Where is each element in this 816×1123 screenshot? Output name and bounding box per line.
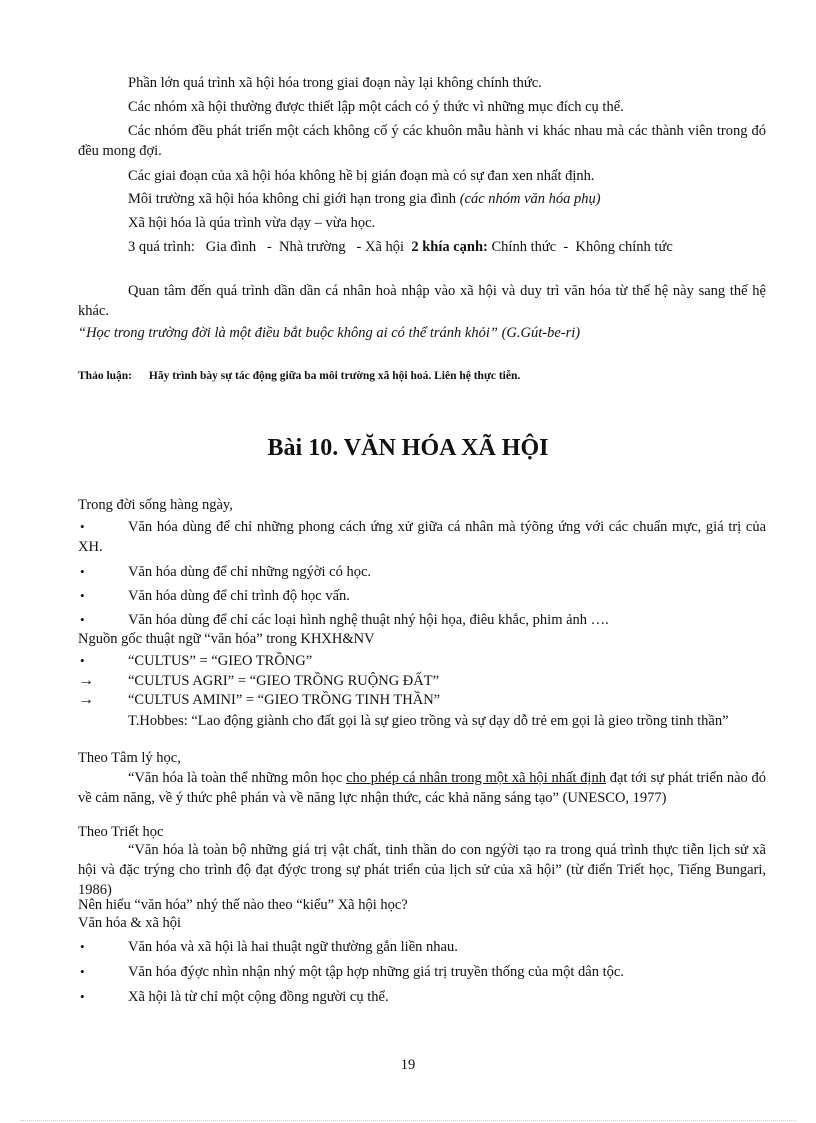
- psych-quote-start: “Văn hóa là toàn thể những môn học: [128, 770, 347, 786]
- discussion: [78, 366, 520, 386]
- quote-gutberi: “Học trong trường đời là một điều bắt buộc không ai có thể tránh khỏi” (G.Gút-be-ri): [78, 325, 581, 341]
- paragraph-8: Quan tâm đến quá trình dần dần cá nhân hoà nhập vào xã hội và duy trì văn hóa từ thế hệ này sang thế hệ khác.: [78, 283, 766, 319]
- arrow-right-icon: →: [78, 672, 94, 689]
- bullet-1: Văn hóa dùng để chỉ những phong cách ứng xử giữa cá nhân mà týõng ứng với các chuẩn mực, giá trị của XH.: [78, 519, 766, 555]
- intro: Trong đời sống hàng ngày,: [78, 497, 233, 513]
- origin-heading: Nguồn gốc thuật ngữ “văn hóa” trong KHXH&NV: [78, 631, 375, 647]
- psych-quote-underlined: cho phép cá nhân trong một xã hội nhất định: [346, 770, 606, 786]
- origin-item-2: “CULTUS AGRI” = “GIEO TRỒNG RUỘNG ĐẤT”: [128, 673, 440, 689]
- bullet-6: Văn hóa đýợc nhìn nhận nhý một tập hợp những giá trị truyền thống của một dân tộc.: [128, 964, 624, 980]
- bullet-2: Văn hóa dùng để chỉ những ngýời có học.: [128, 564, 372, 580]
- bullet-4: Văn hóa dùng để chỉ các loại hình nghệ thuật nhý hội họa, điêu khắc, phim ảnh ….: [128, 612, 609, 628]
- phil-heading: Theo Triết học: [78, 824, 164, 840]
- discussion-text: Hãy trình bày sự tác động giữa ba môi trường xã hội hoá. Liên hệ thực tiễn.: [148, 370, 521, 382]
- bullet-7: Xã hội là từ chỉ một cộng đồng người cụ thể.: [128, 989, 389, 1005]
- bullet-icon: •: [80, 588, 85, 603]
- culture-society-heading: Văn hóa & xã hội: [78, 915, 182, 931]
- three-processes: 3 quá trình: Gia đình - Nhà trường - Xã hội: [128, 239, 405, 255]
- paragraph-3: Các nhóm đều phát triển một cách không cố ý các khuôn mẫu hành vi khác nhau mà các thành viên trong đó đều mong đợi.: [78, 123, 766, 159]
- bullet-icon: •: [80, 653, 85, 668]
- page-bottom-divider: [20, 1120, 796, 1121]
- paragraph-5-text: Môi trường xã hội hóa không chỉ giới hạn trong gia đình: [128, 191, 457, 207]
- origin-item-1: “CULTUS” = “GIEO TRỒNG”: [128, 653, 313, 669]
- paragraph-7: [78, 237, 766, 257]
- bullet-icon: •: [80, 939, 85, 954]
- bullet-3: Văn hóa dùng để chỉ trình độ học vấn.: [128, 588, 350, 604]
- paragraph-2: Các nhóm xã hội thường được thiết lập một cách có ý thức vì những mục đích cụ thể.: [128, 99, 624, 115]
- psych-quote-end: đạt tới sự phát triển nào đó về cảm năng, về ý thức phê phán và về năng lực nhận thức, các khả năng sáng tạo” (UNESCO, 1977): [78, 770, 766, 806]
- question: Nên hiểu “văn hóa” nhý thế nào theo “kiểu” Xã hội học?: [78, 897, 408, 913]
- psych-quote: [78, 768, 766, 808]
- paragraph-1: Phần lớn quá trình xã hội hóa trong giai đoạn này lại không chính thức.: [128, 75, 542, 91]
- two-aspects-label: 2 khía cạnh:: [411, 239, 488, 255]
- hobbes-quote: T.Hobbes: “Lao động giành cho đất gọi là sự gieo trồng và sự dạy dỗ trẻ em gọi là gieo trồng tinh thần”: [128, 713, 729, 729]
- two-aspects: Chính thức - Không chính tức: [491, 239, 673, 255]
- paragraph-5: [78, 189, 601, 209]
- discussion-label: Thảo luận:: [78, 370, 133, 382]
- bullet-5: Văn hóa và xã hội là hai thuật ngữ thường gắn liền nhau.: [128, 939, 458, 955]
- paragraph-4: Các giai đoạn của xã hội hóa không hề bị gián đoạn mà có sự đan xen nhất định.: [128, 168, 595, 184]
- paragraph-5-note: (các nhóm văn hóa phụ): [459, 191, 601, 207]
- page-number: 19: [400, 1057, 416, 1073]
- lesson-title: Bài 10. VĂN HÓA XÃ HỘI: [267, 435, 549, 461]
- origin-item-3: “CULTUS AMINI” = “GIEO TRỒNG TINH THẦN”: [128, 692, 441, 708]
- phil-quote: “Văn hóa là toàn bộ những giá trị vật chất, tinh thần do con ngýời tạo ra trong quá trình thực tiễn lịch sử xã hội và đặc trýng cho trình độ đạt đýợc trong sự phát triển của lịch sử của xã hội” (từ điển Triết học, Tiếng Bungari, 1986): [78, 842, 766, 898]
- bullet-icon: •: [80, 564, 85, 579]
- bullet-icon: •: [80, 612, 85, 627]
- bullet-icon: •: [80, 964, 85, 979]
- paragraph-6: Xã hội hóa là qúa trình vừa dạy – vừa học.: [128, 215, 376, 231]
- bullet-icon: •: [80, 519, 85, 534]
- bullet-icon: •: [80, 989, 85, 1004]
- arrow-right-icon: →: [78, 691, 94, 708]
- psych-heading: Theo Tâm lý học,: [78, 750, 181, 766]
